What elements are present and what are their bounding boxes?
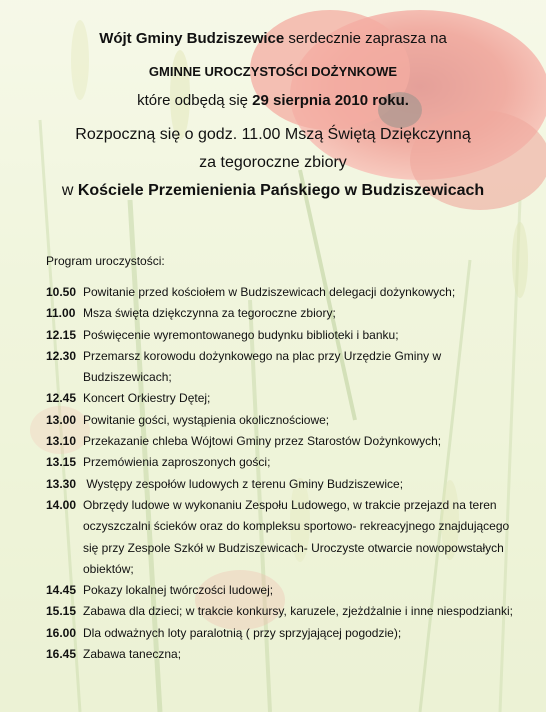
invitation-line-1	[0, 30, 546, 47]
program-title: Program uroczystości:	[46, 254, 165, 268]
program-item	[46, 495, 516, 580]
program-item	[46, 431, 516, 452]
program-item	[46, 410, 516, 431]
program-item-time: 12.15	[46, 327, 77, 342]
program-item-time: 10.50	[46, 285, 77, 299]
event-name: GMINNE UROCZYSTOŚCI DOŻYNKOWE	[148, 64, 398, 79]
event-date: 29 sierpnia 2010 roku.	[252, 92, 409, 109]
mass-time-line: Rozpoczną się o godz. 11.00 Mszą Świętą Dziękczynną	[75, 126, 471, 143]
program-item-time: 11.00	[46, 306, 76, 321]
program-item-time: 12.30	[46, 348, 77, 363]
program-item	[46, 282, 516, 303]
mass-purpose-line: za tegoroczne zbiory	[199, 154, 347, 171]
program-item	[46, 623, 516, 644]
program-item-text: Przemówienia zaproszonych gości;	[83, 455, 271, 470]
program-item-text: Poświęcenie wyremontowanego budynku biblioteki i banku;	[83, 327, 399, 342]
program-item-time: 13.15	[46, 455, 77, 470]
host-name: Wójt Gminy Budziszewice	[99, 30, 285, 47]
date-prefix: które odbędą się	[137, 92, 253, 109]
program-item-time: 16.00	[46, 625, 77, 640]
program-item-time: 15.15	[46, 604, 77, 619]
location-prefix: w	[61, 182, 78, 199]
program-item-text: Powitanie gości, wystąpienia okolicznościowe;	[83, 412, 330, 427]
program-item	[46, 644, 516, 665]
program-item-text: Powitanie przed kościołem w Budziszewicach delegacji dożynkowych;	[83, 285, 456, 299]
program-item-time: 12.45	[46, 391, 77, 406]
program-item-text: Msza święta dziękczynna za tegoroczne zbiory;	[83, 306, 336, 321]
program-item-text: Zabawa dla dzieci; w trakcie konkursy, karuzele, zjeżdżalnie i inne niespodzianki;	[83, 604, 513, 619]
program-item-text: Przekazanie chleba Wójtowi Gminy przez Starostów Dożynkowych;	[83, 434, 442, 449]
event-date-line	[0, 92, 546, 109]
program-item-text: Koncert Orkiestry Dętej;	[83, 391, 211, 406]
program-item-text: Występy zespołów ludowych z terenu Gminy Budziszewice;	[83, 476, 404, 491]
program-item	[46, 325, 516, 346]
program-item	[46, 452, 516, 473]
program-item-time: 13.10	[46, 434, 77, 449]
program-item-text: Dla odważnych loty paralotnią ( przy sprzyjającej pogodzie);	[83, 625, 402, 640]
program-item-text: Zabawa taneczna;	[83, 647, 182, 662]
program-item-text: Pokazy lokalnej twórczości ludowej;	[83, 583, 274, 598]
program-item	[46, 474, 516, 495]
program-item	[46, 601, 516, 622]
program-item-time: 16.45	[46, 647, 77, 662]
program-item	[46, 303, 516, 324]
program-item-time: 13.00	[46, 412, 77, 427]
program-item-text: Obrzędy ludowe w wykonaniu Zespołu Ludowego, w trakcie przejazd na teren oczyszczalni ścieków oraz do kompleksu sportowo- rekreacyjnego znajdującego się przy Zespole Szkół w Budziszewicach- Uroczyste otwarcie nowopowstałych obiektów;	[83, 497, 510, 576]
program-item-time: 13.30	[46, 476, 77, 491]
program-item-time: 14.00	[46, 497, 77, 512]
program-item	[46, 388, 516, 409]
program-list	[46, 282, 516, 665]
invitation-verb: serdecznie zaprasza na	[284, 30, 447, 47]
program-item-text: Przemarsz korowodu dożynkowego na plac przy Urzędzie Gminy w Budziszewicach;	[83, 348, 442, 385]
program-item	[46, 346, 516, 389]
program-item-time: 14.45	[46, 583, 77, 598]
church-name: Kościele Przemienienia Pańskiego w Budziszewicach	[77, 182, 485, 199]
church-location-line	[0, 182, 546, 200]
program-item	[46, 580, 516, 601]
